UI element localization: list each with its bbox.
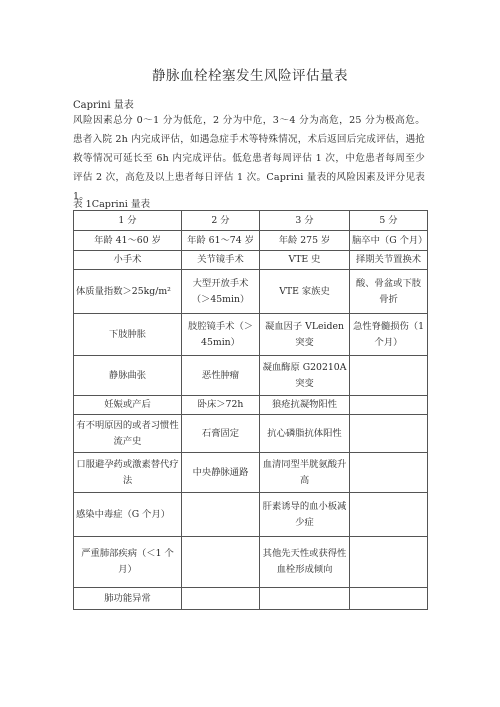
table-row — [74, 396, 428, 415]
table-cell: 石膏固定 — [182, 415, 260, 453]
table-caption: 表 1Caprini 量表 — [73, 199, 151, 210]
table-cell: 抗心磷脂抗体阳性 — [260, 415, 350, 453]
table-cell: 年龄 275 岁 — [260, 231, 350, 251]
table-cell: 口服避孕药或激素替代疗法 — [74, 453, 182, 493]
table-row — [74, 415, 428, 453]
table-row — [74, 356, 428, 396]
table-cell: 感染中毒症（G 个月） — [74, 493, 182, 537]
table-cell: 肢腔镜手术（＞45min） — [182, 314, 260, 356]
table-row — [74, 588, 428, 610]
document-title: 静脉血栓栓塞发生风险评估量表 — [152, 68, 348, 84]
table-cell: 关节镜手术 — [182, 251, 260, 270]
table-cell: 凝血因子 VLeiden 突变 — [260, 314, 350, 356]
table-cell: 下肢肿胀 — [74, 314, 182, 356]
table-cell: 有不明原因的或者习惯性流产史 — [74, 415, 182, 453]
table-cell — [350, 415, 428, 453]
table-row — [74, 493, 428, 537]
table-cell: 静脉曲张 — [74, 356, 182, 396]
table-row — [74, 251, 428, 270]
header-5-points: 5 分 — [350, 211, 428, 231]
table-cell: 年龄 41～60 岁 — [74, 231, 182, 251]
table-row — [74, 270, 428, 314]
table-cell: 凝血酶原 G20210A 突变 — [260, 356, 350, 396]
table-cell — [182, 588, 260, 610]
table-cell — [350, 493, 428, 537]
table-cell — [350, 396, 428, 415]
header-1-point: 1 分 — [74, 211, 182, 231]
body-paragraph: 风险因素总分 0～1 分为低危，2 分为中危，3～4 分为高危，25 分为极高危。患者入院 2h 内完成评估，如遇急症手术等特殊情况，术后返回后完成评估，遇抢救等情况可延长至 6h 内完成评估。低危患者每周评估 1 次，中危患者每周至少评估 2 次，高危及以上患者每日评估 1 次。Caprini 量表的风险因素及评分见表 1。 — [73, 115, 425, 202]
table-cell — [350, 588, 428, 610]
table-cell: 年龄 61～74 岁 — [182, 231, 260, 251]
table-header-row — [74, 211, 428, 231]
table-cell: 急性脊髓损伤（1 个月） — [350, 314, 428, 356]
table-cell — [182, 537, 260, 588]
table-row — [74, 231, 428, 251]
table-cell: 妊娠或产后 — [74, 396, 182, 415]
table-cell: 体质量指数＞25kg/m² — [74, 270, 182, 314]
table-cell — [350, 453, 428, 493]
table-row — [74, 314, 428, 356]
table-cell: 恶性肿瘤 — [182, 356, 260, 396]
table-cell: 肺功能异常 — [74, 588, 182, 610]
table-cell: 大型开放手术（＞45min） — [182, 270, 260, 314]
header-2-points: 2 分 — [182, 211, 260, 231]
table-cell: 小手术 — [74, 251, 182, 270]
table-cell: 酸、骨盆或下肢骨折 — [350, 270, 428, 314]
table-cell: 其他先天性或获得性血栓形成倾向 — [260, 537, 350, 588]
table-cell: 卧床＞72h — [182, 396, 260, 415]
table-cell: 血清同型半胱氨酸升高 — [260, 453, 350, 493]
header-3-points: 3 分 — [260, 211, 350, 231]
table-cell — [350, 537, 428, 588]
table-cell — [182, 493, 260, 537]
table-cell: 严重肺部疾病（＜1 个月） — [74, 537, 182, 588]
table-cell: 脑卒中（G 个月） — [350, 231, 428, 251]
table-cell: 中央静脉通路 — [182, 453, 260, 493]
table-cell: 肝素诱导的血小板减少症 — [260, 493, 350, 537]
table-row — [74, 537, 428, 588]
table-cell — [350, 356, 428, 396]
table-cell: 择期关节置换术 — [350, 251, 428, 270]
table-cell: VTE 家族史 — [260, 270, 350, 314]
table-cell: 狼疮抗凝物阳性 — [260, 396, 350, 415]
caprini-table — [73, 210, 428, 610]
table-cell — [260, 588, 350, 610]
table-row — [74, 453, 428, 493]
table-cell: VTE 史 — [260, 251, 350, 270]
section-label: Caprini 量表 — [73, 100, 134, 111]
